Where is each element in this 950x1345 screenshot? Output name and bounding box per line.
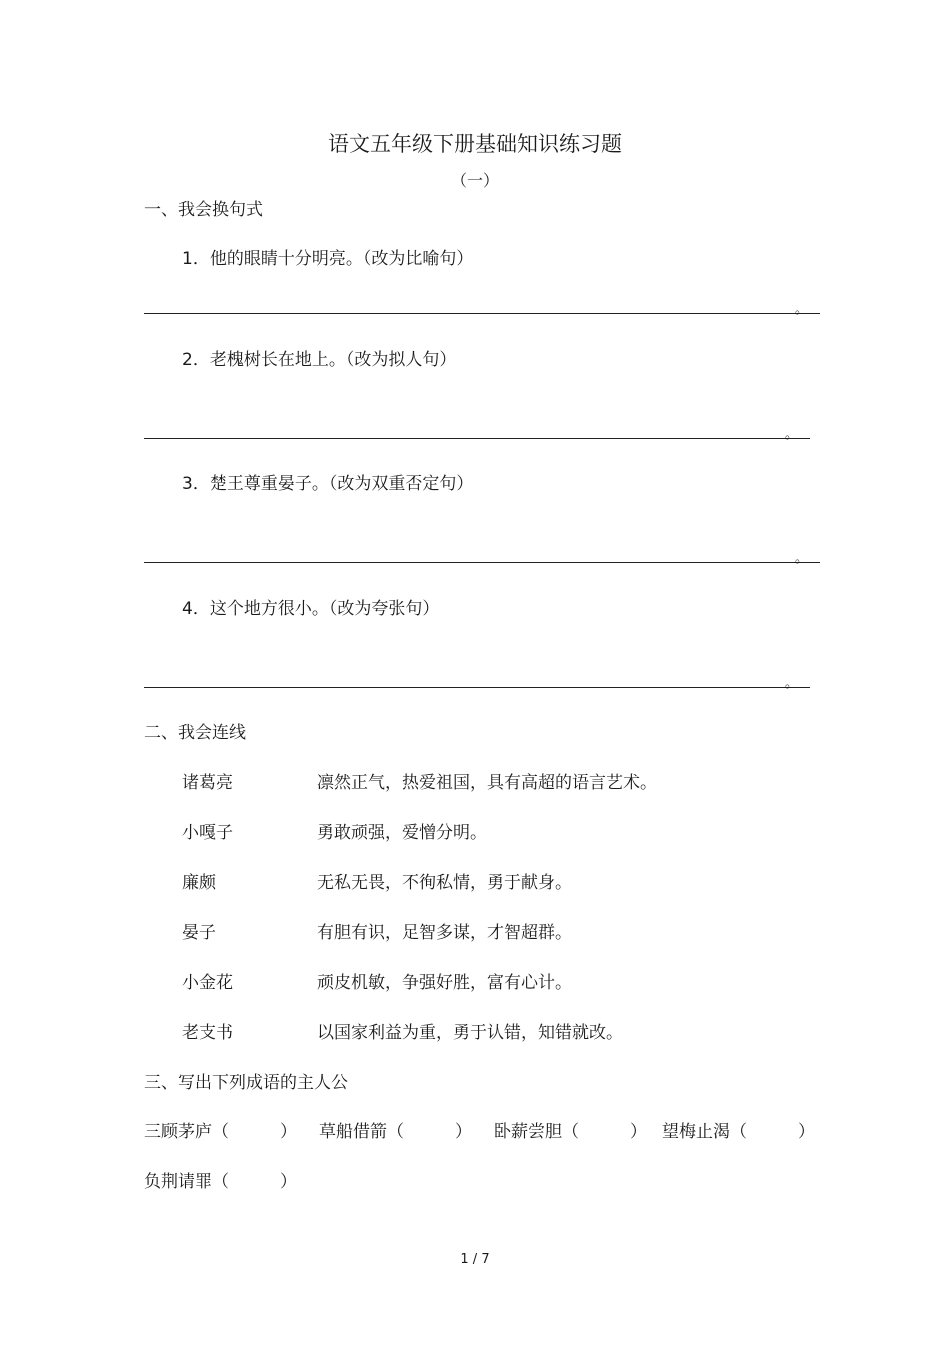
character-description[interactable]: 顽皮机敏，争强好胜，富有心计。: [317, 973, 572, 993]
idiom-blank[interactable]: 负荆请罪（ ）: [144, 1172, 297, 1192]
section-heading-3: 三、写出下列成语的主人公: [144, 1073, 348, 1093]
character-description[interactable]: 勇敢顽强，爱憎分明。: [317, 823, 487, 843]
page-title: 语文五年级下册基础知识练习题: [328, 132, 622, 156]
question-1: 1．他的眼睛十分明亮。（改为比喻句）: [182, 249, 474, 269]
character-name[interactable]: 廉颇: [182, 873, 216, 893]
character-description[interactable]: 凛然正气，热爱祖国，具有高超的语言艺术。: [317, 773, 657, 793]
answer-end-1: 。: [795, 302, 809, 317]
idiom-blank[interactable]: 望梅止渴（ ）: [662, 1122, 815, 1142]
character-name[interactable]: 小嘎子: [182, 823, 233, 843]
answer-line-1[interactable]: [144, 313, 820, 314]
character-description[interactable]: 有胆有识，足智多谋，才智超群。: [317, 923, 572, 943]
character-name[interactable]: 晏子: [182, 923, 216, 943]
page-number: 1 / 7: [460, 1252, 490, 1267]
answer-line-4[interactable]: [144, 687, 810, 688]
idiom-blank[interactable]: 卧薪尝胆（ ）: [494, 1122, 647, 1142]
page-subtitle: （一）: [450, 171, 499, 190]
answer-line-2[interactable]: [144, 438, 810, 439]
answer-end-4: 。: [785, 676, 799, 691]
idiom-blank[interactable]: 草船借箭（ ）: [319, 1122, 472, 1142]
section-heading-1: 一、我会换句式: [144, 200, 263, 220]
answer-end-2: 。: [785, 427, 799, 442]
character-name[interactable]: 老支书: [182, 1023, 233, 1043]
idiom-blank[interactable]: 三顾茅庐（ ）: [144, 1122, 297, 1142]
answer-line-3[interactable]: [144, 562, 820, 563]
section-heading-2: 二、我会连线: [144, 723, 246, 743]
question-3: 3．楚王尊重晏子。（改为双重否定句）: [182, 474, 474, 494]
question-2: 2．老槐树长在地上。（改为拟人句）: [182, 350, 457, 370]
character-description[interactable]: 以国家利益为重，勇于认错，知错就改。: [317, 1023, 623, 1043]
character-name[interactable]: 小金花: [182, 973, 233, 993]
character-name[interactable]: 诸葛亮: [182, 773, 233, 793]
answer-end-3: 。: [795, 551, 809, 566]
question-4: 4．这个地方很小。（改为夸张句）: [182, 599, 440, 619]
character-description[interactable]: 无私无畏，不徇私情，勇于献身。: [317, 873, 572, 893]
